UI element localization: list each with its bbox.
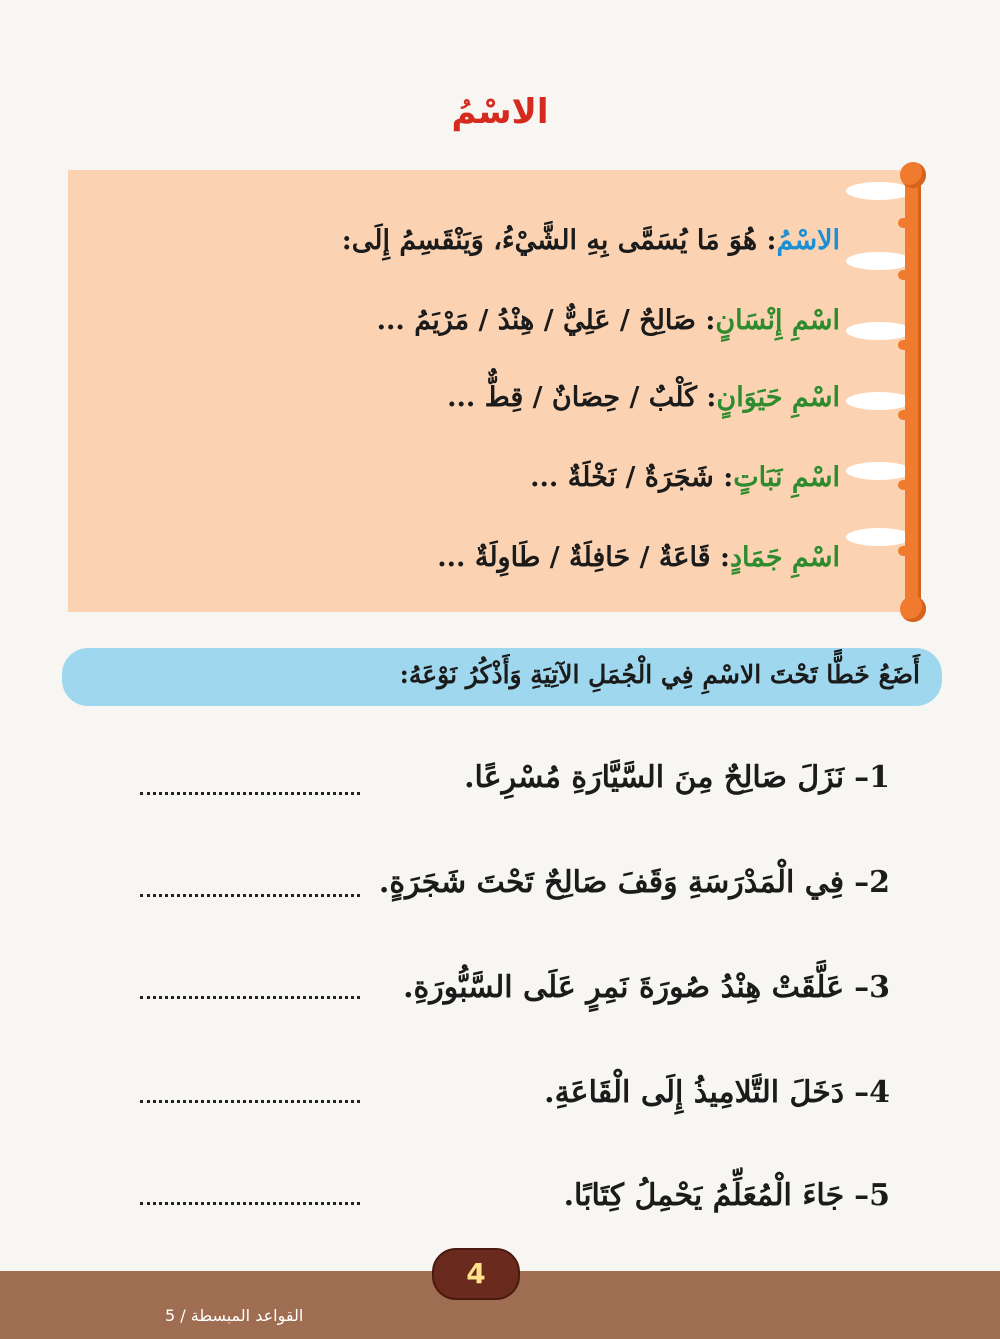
rod-tab: [898, 270, 914, 280]
category-label: اسْمِ نَبَاتٍ: [733, 462, 840, 493]
answer-line[interactable]: [140, 1202, 360, 1205]
page-title: الاسْمُ: [451, 92, 549, 132]
rod-tab: [898, 410, 914, 420]
category-line: [377, 305, 840, 336]
answer-line[interactable]: [140, 792, 360, 795]
category-line: [530, 462, 840, 493]
item-number: 5–: [854, 1178, 890, 1213]
item-number: 4–: [854, 1075, 890, 1110]
exercise-item: [544, 1075, 890, 1110]
item-text: عَلَّقَتْ هِنْدُ صُورَةَ نَمِرٍ عَلَى السَّبُّورَةِ.: [403, 970, 845, 1005]
footer-book-title: القواعد المبسطة / 5: [165, 1306, 304, 1325]
item-text: دَخَلَ التَّلامِيذُ إِلَى الْقَاعَةِ.: [544, 1075, 845, 1110]
category-examples: : كَلْبٌ / حِصَانٌ / قِطٌّ ...: [447, 382, 717, 413]
category-line: [447, 382, 840, 413]
item-text: نَزَلَ صَالِحٌ مِنَ السَّيَّارَةِ مُسْرِعًا.: [464, 760, 845, 795]
answer-line[interactable]: [140, 996, 360, 999]
definition-text: : هُوَ مَا يُسَمَّى بِهِ الشَّيْءُ، وَيَنْقَسِمُ إِلَى:: [341, 225, 777, 256]
item-number: 3–: [854, 970, 890, 1005]
category-examples: : شَجَرَةٌ / نَخْلَةٌ ...: [530, 462, 734, 493]
category-label: اسْمِ إِنْسَانٍ: [715, 305, 840, 336]
scroll-ring: [846, 462, 912, 480]
exercise-item: [464, 760, 890, 795]
item-text: فِي الْمَدْرَسَةِ وَقَفَ صَالِحٌ تَحْتَ شَجَرَةٍ.: [378, 865, 845, 900]
exercise-item: [379, 865, 890, 900]
scroll-ring: [846, 322, 912, 340]
category-examples: : قَاعَةٌ / حَافِلَةٌ / طَاوِلَةٌ ...: [437, 542, 730, 573]
rod-tab: [898, 546, 914, 556]
exercise-item: [403, 970, 890, 1005]
definition-term: الاسْمُ: [776, 225, 840, 256]
category-line: [437, 542, 840, 573]
item-number: 2–: [854, 865, 890, 900]
page-number: 4: [432, 1248, 520, 1300]
definition-line: [342, 225, 840, 256]
rod-tab: [898, 340, 914, 350]
scroll-ring: [846, 182, 912, 200]
scroll-ring: [846, 392, 912, 410]
category-label: اسْمِ حَيَوَانٍ: [716, 382, 840, 413]
rod-tab: [898, 480, 914, 490]
item-number: 1–: [854, 760, 890, 795]
category-label: اسْمِ جَمَادٍ: [729, 542, 840, 573]
answer-line[interactable]: [140, 894, 360, 897]
scroll-ring: [846, 528, 912, 546]
rod-tab: [898, 218, 914, 228]
scroll-ring: [846, 252, 912, 270]
answer-line[interactable]: [140, 1100, 360, 1103]
category-examples: : صَالِحٌ / عَلِيٌّ / هِنْدُ / مَرْيَمُ ...: [376, 305, 716, 336]
exercise-instruction: أَضَعُ خَطًّا تَحْتَ الاسْمِ فِي الْجُمَلِ الآتِيَةِ وَأَذْكُرُ نَوْعَهُ:: [399, 660, 920, 689]
item-text: جَاءَ الْمُعَلِّمُ يَحْمِلُ كِتَابًا.: [563, 1178, 845, 1213]
exercise-item: [564, 1178, 890, 1213]
